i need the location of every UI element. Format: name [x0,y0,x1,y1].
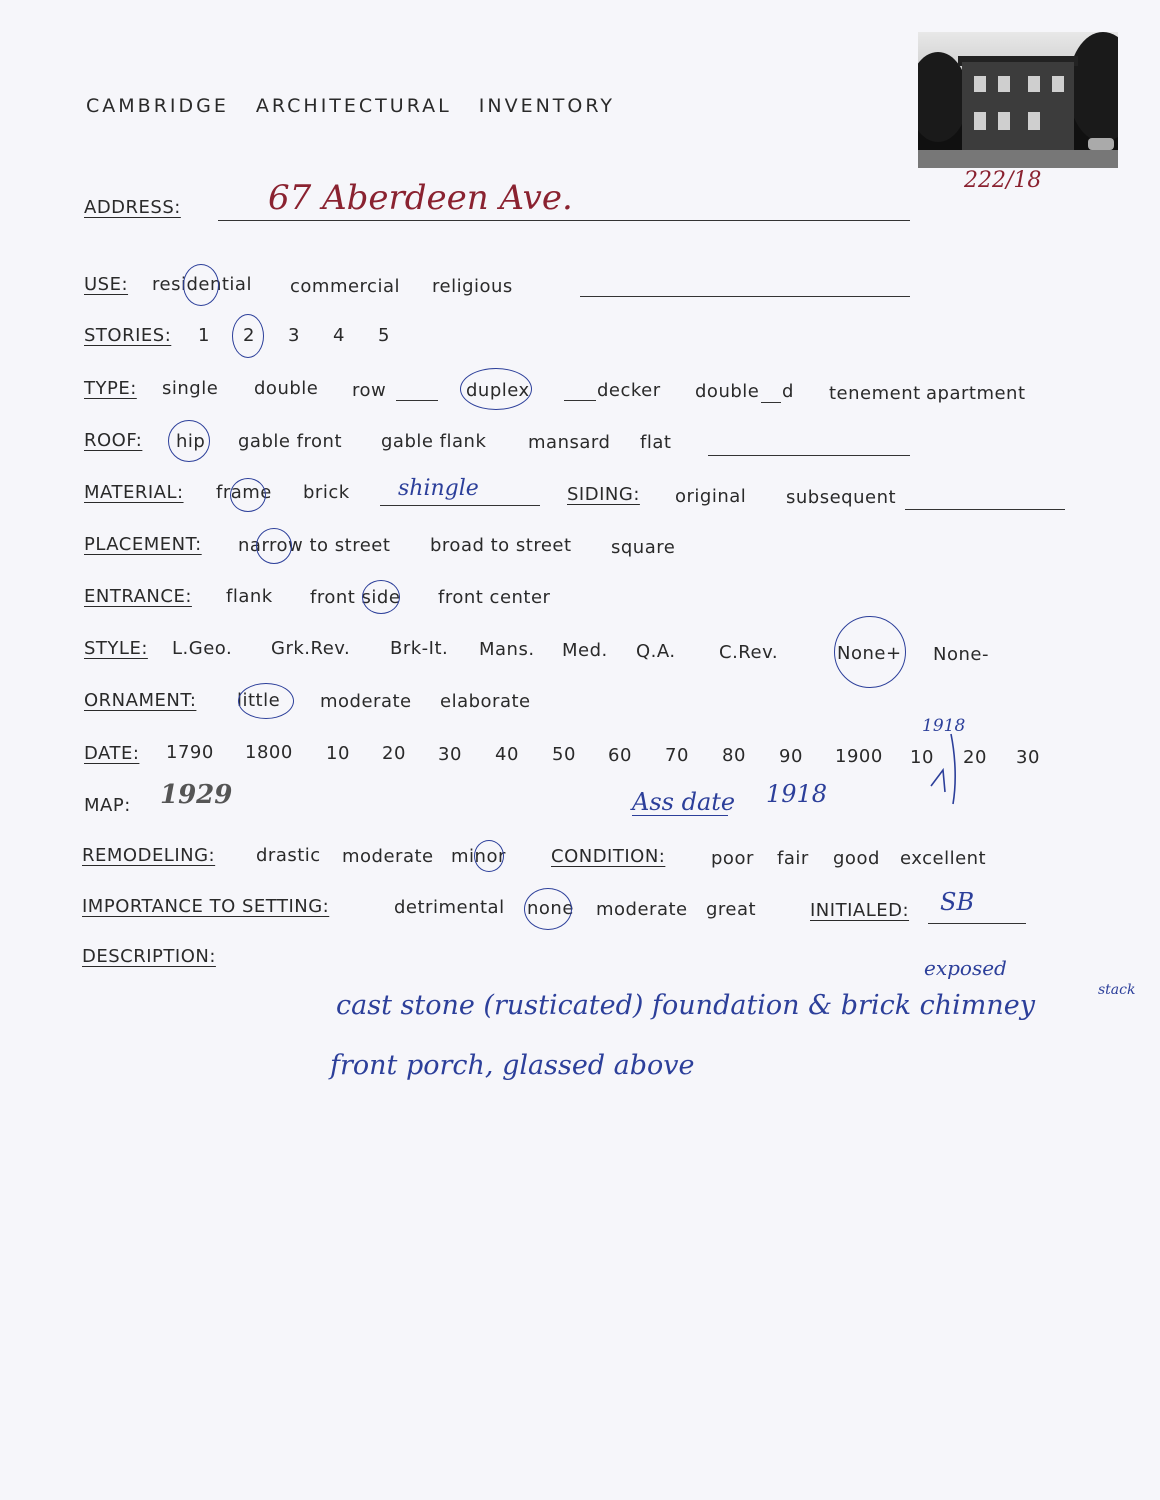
date-handwritten: 1918 [922,716,966,736]
remodeling-option-moderate[interactable]: moderate [342,846,434,867]
date-option-1900[interactable]: 1900 [835,746,883,767]
date-option-1890[interactable]: 90 [779,746,803,767]
description-insert-above: exposed [924,956,1007,980]
date-option-1790[interactable]: 1790 [166,742,214,763]
type-option-row[interactable]: row [352,380,387,401]
type-option-apartment[interactable]: apartment [926,383,1026,404]
style-option-mans[interactable]: Mans. [479,639,535,660]
description-label: DESCRIPTION: [82,946,216,967]
type-selected-mark [460,368,532,410]
initialed-label: INITIALED: [810,900,910,921]
style-option-grkrev[interactable]: Grk.Rev. [271,638,351,659]
ornament-option-elaborate[interactable]: elaborate [440,691,531,712]
assessor-note: Ass date [632,788,736,816]
remodeling-label: REMODELING: [82,845,216,866]
roof-option-gable-front[interactable]: gable front [238,431,342,452]
style-option-lgeo[interactable]: L.Geo. [172,638,233,659]
type-option-double[interactable]: double [254,378,319,399]
condition-option-good[interactable]: good [833,848,880,869]
condition-option-fair[interactable]: fair [777,848,809,869]
ornament-option-moderate[interactable]: moderate [320,691,412,712]
material-option-brick[interactable]: brick [303,482,350,503]
type-option-decker[interactable]: decker [597,380,661,401]
stories-option-5[interactable]: 5 [378,325,390,346]
entrance-option-front-side[interactable]: front side [310,587,401,608]
stories-selected-mark [232,314,264,358]
style-option-none-minus[interactable]: None- [933,644,989,665]
type-option-tenement[interactable]: tenement [829,383,921,404]
roof-label: ROOF: [84,430,143,451]
roof-selected-mark [168,420,210,462]
importance-option-moderate[interactable]: moderate [596,899,688,920]
material-handwritten: shingle [398,476,479,501]
style-option-brkit[interactable]: Brk-It. [390,638,449,659]
map-label: MAP: [84,795,131,816]
placement-selected-mark [256,528,292,564]
date-option-1910[interactable]: 10 [910,747,934,768]
style-option-med[interactable]: Med. [562,640,608,661]
date-caret-mark [925,730,965,810]
date-option-1810[interactable]: 10 [326,743,350,764]
condition-option-excellent[interactable]: excellent [900,848,987,869]
style-option-none-plus[interactable]: None+ [837,643,902,664]
siding-option-subsequent[interactable]: subsequent [786,487,897,508]
remodeling-option-drastic[interactable]: drastic [256,845,321,866]
stories-option-1[interactable]: 1 [198,325,210,346]
siding-option-original[interactable]: original [675,486,747,507]
description-line-2: front porch, glassed above [330,1050,695,1081]
ornament-selected-mark [238,683,294,719]
style-option-qa[interactable]: Q.A. [636,641,676,662]
use-option-religious[interactable]: religious [432,276,513,297]
type-option-d[interactable]: d [782,381,794,402]
map-year: 1929 [160,780,233,810]
initialed-value[interactable]: SB [940,888,975,916]
roof-option-mansard[interactable]: mansard [528,432,611,453]
photo-reference: 222/18 [964,168,1042,193]
date-option-1820[interactable]: 20 [382,743,406,764]
type-option-duplex[interactable]: duplex [466,380,530,401]
date-option-1840[interactable]: 40 [495,744,519,765]
address-value[interactable]: 67 Aberdeen Ave. [268,178,573,218]
date-option-1850[interactable]: 50 [552,744,576,765]
date-option-1800[interactable]: 1800 [245,742,293,763]
stories-option-2[interactable]: 2 [243,325,255,346]
style-option-crev[interactable]: C.Rev. [719,642,779,663]
use-label: USE: [84,274,129,295]
importance-label: IMPORTANCE TO SETTING: [82,896,330,917]
style-label: STYLE: [84,638,148,659]
description-line-1: cast stone (rusticated) foundation & brick chimney [336,990,1036,1021]
ornament-label: ORNAMENT: [84,690,197,711]
placement-option-narrow[interactable]: narrow to street [238,535,391,556]
date-option-1860[interactable]: 60 [608,745,632,766]
remodeling-selected-mark [474,840,504,872]
type-option-single[interactable]: single [162,378,219,399]
remodeling-option-minor[interactable]: minor [451,846,506,867]
importance-option-none[interactable]: none [527,898,574,919]
use-selected-mark [183,264,219,306]
type-option-double-d[interactable]: double [695,381,760,402]
building-photo [918,32,1118,168]
address-label: ADDRESS: [84,197,181,218]
use-option-commercial[interactable]: commercial [290,276,400,297]
entrance-option-flank[interactable]: flank [226,586,273,607]
stories-option-4[interactable]: 4 [333,325,345,346]
importance-option-detrimental[interactable]: detrimental [394,897,505,918]
entrance-selected-mark [362,580,400,614]
style-selected-mark [834,616,906,688]
stories-label: STORIES: [84,325,172,346]
date-option-1830[interactable]: 30 [438,744,462,765]
type-label: TYPE: [84,378,137,399]
placement-option-square[interactable]: square [611,537,676,558]
use-option-residential[interactable]: residential [152,274,252,295]
condition-option-poor[interactable]: poor [711,848,754,869]
date-option-1930[interactable]: 30 [1016,747,1040,768]
date-label: DATE: [84,743,140,764]
condition-label: CONDITION: [551,846,666,867]
siding-label: SIDING: [567,484,640,505]
roof-option-hip[interactable]: hip [176,431,206,452]
entrance-label: ENTRANCE: [84,586,192,607]
date-option-1870[interactable]: 70 [665,745,689,766]
placement-option-broad[interactable]: broad to street [430,535,572,556]
placement-label: PLACEMENT: [84,534,202,555]
stories-option-3[interactable]: 3 [288,325,300,346]
material-option-frame[interactable]: frame [216,482,272,503]
assessor-year: 1918 [766,780,828,808]
date-option-1880[interactable]: 80 [722,745,746,766]
ornament-option-little[interactable]: little [237,690,281,711]
description-insert-end: stack [1098,982,1136,998]
material-selected-mark [230,478,266,512]
roof-option-gable-flank[interactable]: gable flank [381,431,487,452]
material-label: MATERIAL: [84,482,184,503]
entrance-option-front-center[interactable]: front center [438,587,551,608]
importance-selected-mark [524,888,572,930]
roof-option-flat[interactable]: flat [640,432,672,453]
form-title: CAMBRIDGE ARCHITECTURAL INVENTORY [86,95,615,117]
date-option-1920[interactable]: 20 [963,747,987,768]
importance-option-great[interactable]: great [706,899,757,920]
